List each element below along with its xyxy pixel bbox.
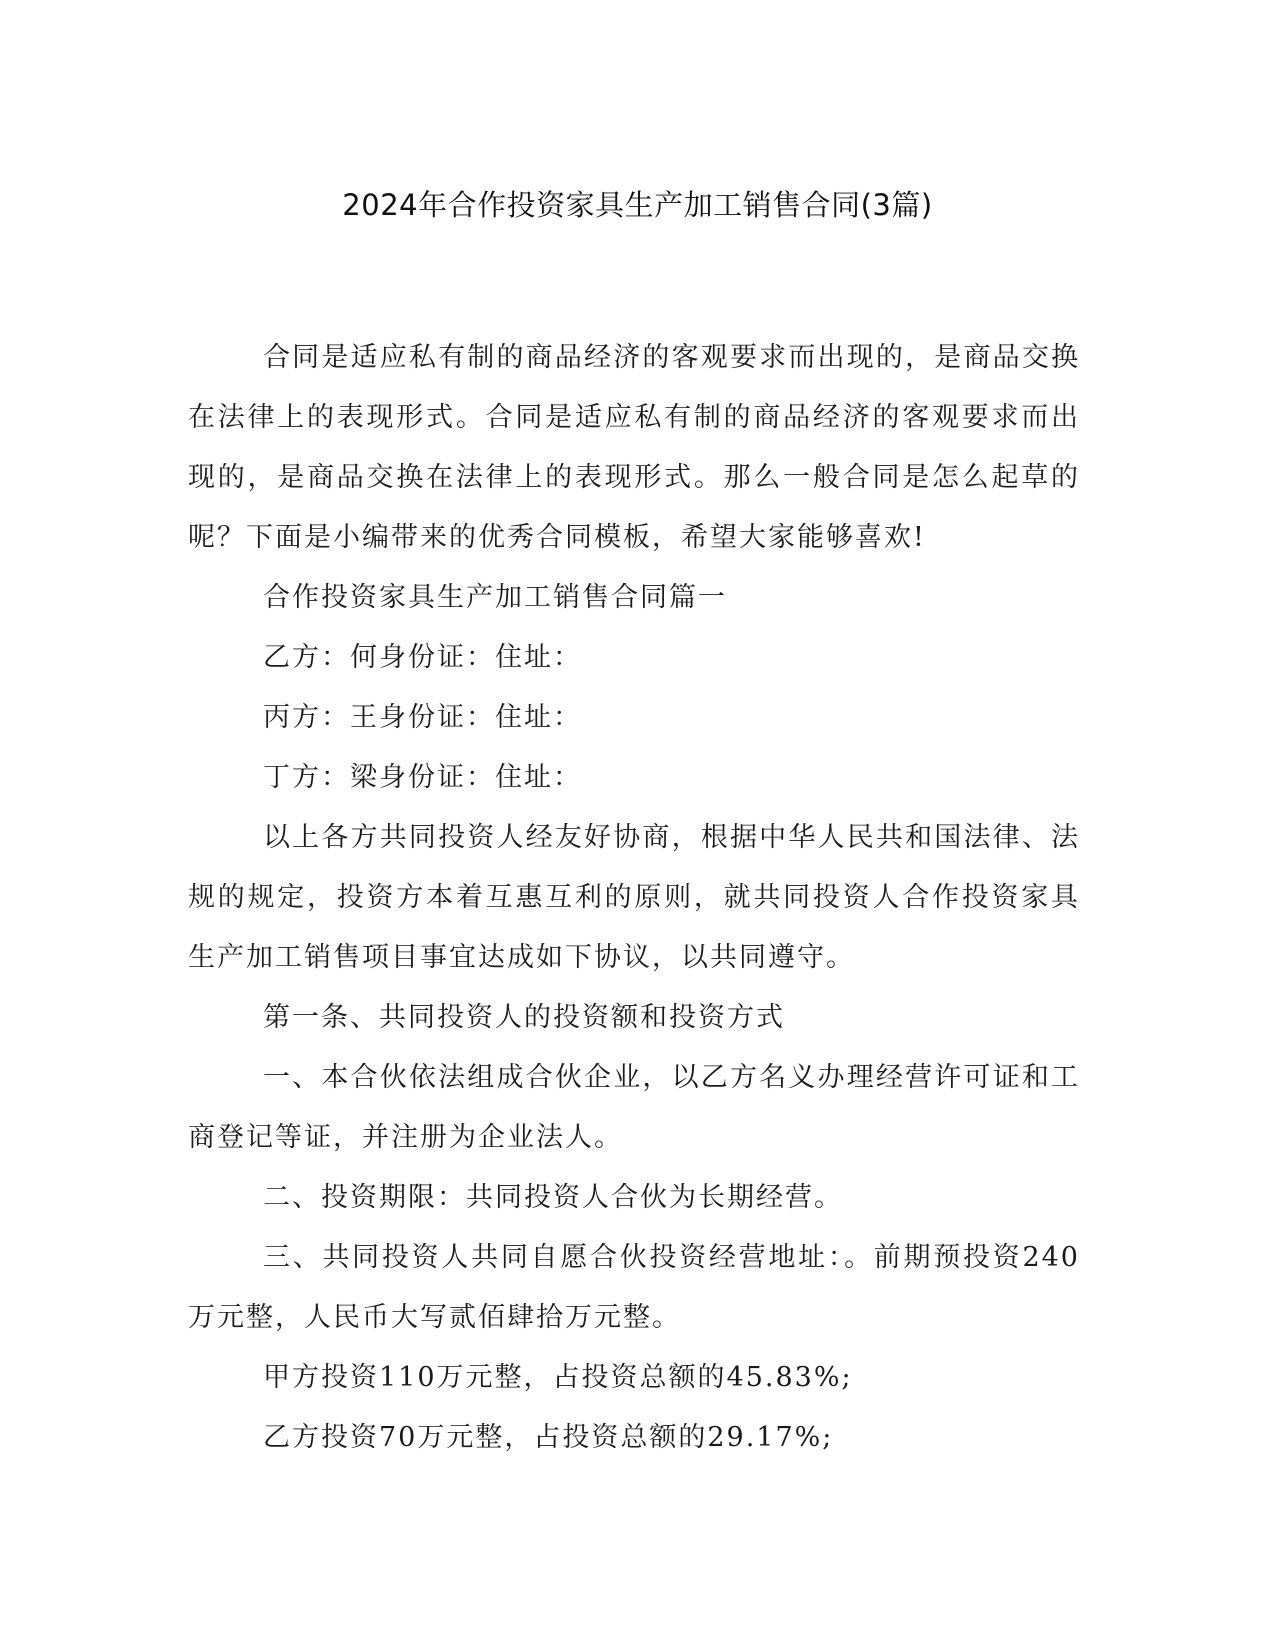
party-a-investment: 甲方投资110万元整，占投资总额的45.83%; — [263, 1362, 853, 1393]
document-body — [188, 328, 1080, 1468]
clause-two: 二、投资期限：共同投资人合伙为长期经营。 — [263, 1182, 843, 1213]
document-title: 2024年合作投资家具生产加工销售合同(3篇) — [342, 188, 933, 222]
agreement-preamble: 以上各方共同投资人经友好协商，根据中华人民共和国法律、法规的规定，投资方本着互惠互利的原则，就共同投资人合作投资家具生产加工销售项目事宜达成如下协议，以共同遵守。 — [188, 822, 1080, 973]
article-one-heading: 第一条、共同投资人的投资额和投资方式 — [263, 1002, 785, 1033]
clause-one: 一、本合伙依法组成合伙企业，以乙方名义办理经营许可证和工商登记等证，并注册为企业法人。 — [188, 1062, 1080, 1153]
party-d-line: 丁方：梁身份证：住址： — [263, 762, 582, 793]
clause-three: 三、共同投资人共同自愿合伙投资经营地址：。前期预投资240万元整，人民币大写贰佰肆拾万元整。 — [188, 1242, 1080, 1333]
party-b-line: 乙方：何身份证：住址： — [263, 642, 582, 673]
section-heading: 合作投资家具生产加工销售合同篇一 — [263, 582, 727, 613]
intro-paragraph: 合同是适应私有制的商品经济的客观要求而出现的，是商品交换在法律上的表现形式。合同是适应私有制的商品经济的客观要求而出现的，是商品交换在法律上的表现形式。那么一般合同是怎么起草的呢？下面是小编带来的优秀合同模板，希望大家能够喜欢! — [188, 342, 1080, 553]
party-b-investment: 乙方投资70万元整，占投资总额的29.17%; — [263, 1422, 834, 1453]
party-c-line: 丙方：王身份证：住址： — [263, 702, 582, 733]
